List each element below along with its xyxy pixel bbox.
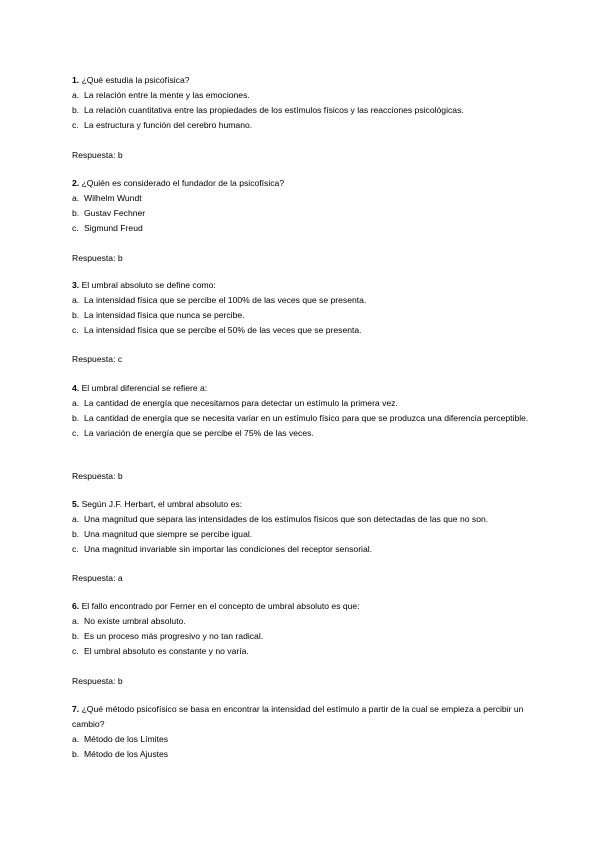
option-text: Sigmund Freud (84, 223, 143, 233)
option-letter: b. (72, 631, 80, 641)
question-7 (72, 702, 542, 762)
option-text: El umbral absoluto es constante y no varía. (84, 646, 249, 656)
question-2 (72, 176, 542, 236)
option-text: La cantidad de energía que se necesita variar en un estímulo físico para que se produzca una diferencia perceptible. (84, 413, 529, 423)
option-a (72, 88, 542, 103)
option-b (72, 527, 542, 542)
question-5 (72, 497, 542, 557)
option-c (72, 542, 542, 557)
question-number: 1. (72, 75, 80, 85)
option-letter: c. (72, 428, 79, 438)
question-text (72, 278, 542, 293)
answer-3: Respuesta: c (72, 354, 123, 364)
answer-2: Respuesta: b (72, 253, 123, 263)
question-label: ¿Quién es considerado el fundador de la psicofísica? (81, 178, 285, 188)
option-text: Una magnitud que siempre se percibe igual. (84, 529, 253, 539)
option-c (72, 221, 542, 236)
option-text: La intensidad física que se percibe el 100% de las veces que se presenta. (84, 295, 367, 305)
question-4 (72, 381, 542, 441)
answer-5: Respuesta: a (72, 573, 123, 583)
option-text: Una magnitud que separa las intensidades de los estímulos físicos que son detectadas de las que no son. (84, 514, 489, 524)
option-letter: b. (72, 310, 80, 320)
option-letter: c. (72, 646, 79, 656)
option-letter: c. (72, 223, 79, 233)
option-a (72, 732, 542, 747)
question-label: ¿Qué estudia la psicofísica? (81, 75, 190, 85)
option-letter: c. (72, 544, 79, 554)
option-b (72, 629, 542, 644)
question-label: Según J.F. Herbart, el umbral absoluto es: (81, 499, 243, 509)
option-b (72, 411, 542, 426)
option-a (72, 512, 542, 527)
question-text (72, 702, 542, 732)
option-letter: a. (72, 398, 80, 408)
question-text (72, 497, 542, 512)
option-a (72, 191, 542, 206)
answer-1: Respuesta: b (72, 150, 123, 160)
question-number: 4. (72, 383, 80, 393)
option-c (72, 323, 542, 338)
option-letter: a. (72, 514, 80, 524)
question-number: 6. (72, 601, 80, 611)
option-letter: c. (72, 325, 79, 335)
question-3 (72, 278, 542, 338)
question-6 (72, 599, 542, 659)
option-letter: b. (72, 529, 80, 539)
answer-6: Respuesta: b (72, 676, 123, 686)
option-text: La intensidad física que nunca se percibe. (84, 310, 245, 320)
question-text (72, 73, 542, 88)
option-text: Es un proceso más progresivo y no tan radical. (84, 631, 264, 641)
question-number: 5. (72, 499, 80, 509)
option-text: No existe umbral absoluto. (84, 616, 186, 626)
option-b (72, 103, 542, 118)
option-text: La intensidad física que se percibe el 50% de las veces que se presenta. (84, 325, 362, 335)
option-text: La relación entre la mente y las emociones. (84, 90, 250, 100)
option-text: La cantidad de energía que necesitamos para detectar un estímulo la primera vez. (84, 398, 398, 408)
question-label: El umbral diferencial se refiere a: (81, 383, 208, 393)
question-label: El umbral absoluto se define como: (81, 280, 216, 290)
option-text: La relación cuantitativa entre las propiedades de los estímulos físicos y las reacciones psicológicas. (84, 105, 464, 115)
question-text (72, 381, 542, 396)
option-b (72, 206, 542, 221)
option-a (72, 614, 542, 629)
option-c (72, 644, 542, 659)
option-text: Gustav Fechner (84, 208, 146, 218)
option-letter: b. (72, 105, 80, 115)
question-number: 2. (72, 178, 80, 188)
option-text: La estructura y función del cerebro humano. (84, 120, 253, 130)
question-text (72, 176, 542, 191)
option-letter: a. (72, 193, 80, 203)
option-c (72, 426, 542, 441)
option-text: La variación de energía que se percibe el 75% de las veces. (84, 428, 314, 438)
question-label: ¿Qué método psicofísico se basa en encontrar la intensidad del estímulo a partir de la cual se empieza a percibir un cambio? (72, 704, 524, 729)
answer-4: Respuesta: b (72, 471, 123, 481)
option-b (72, 308, 542, 323)
option-letter: a. (72, 616, 80, 626)
option-text: Una magnitud invariable sin importar las condiciones del receptor sensorial. (84, 544, 373, 554)
option-letter: a. (72, 295, 80, 305)
option-letter: b. (72, 208, 80, 218)
question-text (72, 599, 542, 614)
option-letter: a. (72, 734, 80, 744)
option-b (72, 747, 542, 762)
question-label: El fallo encontrado por Ferner en el concepto de umbral absoluto es que: (81, 601, 360, 611)
option-text: Método de los Ajustes (84, 749, 169, 759)
question-number: 7. (72, 704, 80, 714)
question-number: 3. (72, 280, 80, 290)
option-a (72, 293, 542, 308)
option-text: Método de los Límites (84, 734, 169, 744)
option-a (72, 396, 542, 411)
question-1 (72, 73, 542, 133)
option-letter: c. (72, 120, 79, 130)
option-letter: b. (72, 413, 80, 423)
option-c (72, 118, 542, 133)
option-letter: a. (72, 90, 80, 100)
option-text: Wilhelm Wundt (84, 193, 142, 203)
option-letter: b. (72, 749, 80, 759)
